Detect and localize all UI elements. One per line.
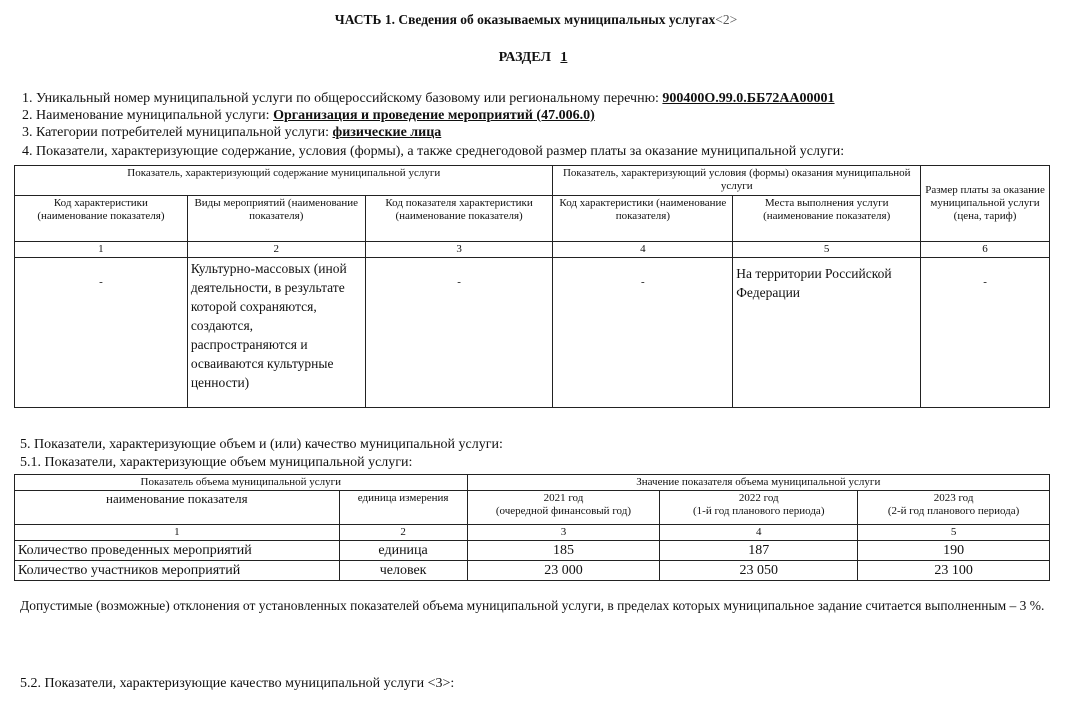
part-title-text: ЧАСТЬ 1. Сведения об оказываемых муниципальных услугах — [334, 12, 716, 27]
t1-num: 1 — [15, 242, 188, 258]
t2-row-v2: 187 — [660, 541, 858, 561]
t1-group-conditions: Показатель, характеризующий условия (формы) оказания муниципальной услуги — [553, 166, 921, 196]
t1-col-fee: Размер платы за оказание муниципальной услуги (цена, тариф) — [921, 166, 1050, 242]
part-title-ref: <2> — [715, 12, 738, 27]
t2-row-v2: 23 050 — [660, 561, 858, 581]
t2-row-v3: 23 100 — [858, 561, 1050, 581]
section-5-2-heading: 5.2. Показатели, характеризующие качество муниципальной услуги <3>: — [20, 676, 455, 691]
t2-num: 2 — [339, 525, 467, 541]
info-line-2-label: 2. Наименование муниципальной услуги: — [22, 108, 274, 123]
t2-row-v1: 23 000 — [467, 561, 660, 581]
info-line-1-value: 900400О.99.0.ББ72АА00001 — [662, 91, 835, 106]
table-row — [15, 541, 1050, 561]
t1-row-c3: - — [365, 258, 553, 408]
table-row — [15, 561, 1050, 581]
t2-year2: 2022 год — [738, 492, 779, 504]
t1-num: 6 — [921, 242, 1050, 258]
info-line-1 — [22, 91, 835, 107]
t1-row-c1: - — [15, 258, 188, 408]
t2-row-unit: единица — [339, 541, 467, 561]
t1-num: 4 — [553, 242, 733, 258]
t1-col-place: Места выполнения услуги (наименование показателя) — [733, 196, 921, 242]
section-heading — [0, 50, 1072, 66]
t2-num: 4 — [660, 525, 858, 541]
t2-year3: 2023 год — [933, 492, 974, 504]
t2-group-indicator: Показатель объема муниципальной услуги — [15, 475, 468, 491]
t2-num: 5 — [858, 525, 1050, 541]
info-line-1-label: 1. Уникальный номер муниципальной услуги по общероссийскому базовому или региональному перечню: — [22, 91, 663, 106]
t2-row-v3: 190 — [858, 541, 1050, 561]
t2-group-value: Значение показателя объема муниципальной услуги — [467, 475, 1049, 491]
t2-year2-sub: (1-й год планового периода) — [693, 505, 825, 517]
part-title — [0, 12, 1072, 28]
section-number: 1 — [560, 50, 568, 65]
section-5-1-heading: 5.1. Показатели, характеризующие объем муниципальной услуги: — [20, 455, 413, 470]
t1-group-content: Показатель, характеризующий содержание муниципальной услуги — [15, 166, 553, 196]
t2-year1-sub: (очередной финансовый год) — [495, 505, 631, 517]
t2-num: 1 — [15, 525, 340, 541]
t1-col-cond-char-code: Код характеристики (наименование показателя) — [553, 196, 733, 242]
t1-num: 2 — [187, 242, 365, 258]
t1-col-activity-types: Виды мероприятий (наименование показателя) — [187, 196, 365, 242]
t2-num: 3 — [467, 525, 660, 541]
info-line-3-label: 3. Категории потребителей муниципальной услуги: — [22, 125, 333, 140]
t1-row-place: На территории Российской Федерации — [733, 258, 921, 408]
t1-row-c4: - — [553, 258, 733, 408]
t1-col-char-code: Код характеристики (наименование показателя) — [15, 196, 188, 242]
deviation-note: Допустимые (возможные) отклонения от установленных показателей объема муниципальной услуги, в пределах которых муниципальное задание считается выполненным – 3 %. — [20, 598, 1045, 613]
t2-col-year2 — [660, 491, 858, 525]
t1-row-c6: - — [921, 258, 1050, 408]
info-line-2 — [22, 108, 595, 124]
t2-row-unit: человек — [339, 561, 467, 581]
t2-row-v1: 185 — [467, 541, 660, 561]
t2-col-year3 — [858, 491, 1050, 525]
t2-row-name: Количество участников мероприятий — [15, 561, 340, 581]
t2-col-unit: единица измерения — [339, 491, 467, 525]
t1-col-indicator-code: Код показателя характеристики (наименование показателя) — [365, 196, 553, 242]
t2-year1: 2021 год — [543, 492, 584, 504]
content-conditions-table — [14, 165, 1050, 408]
info-line-3-value: физические лица — [332, 125, 442, 140]
info-line-3 — [22, 125, 441, 141]
t2-col-name: наименование показателя — [15, 491, 340, 525]
info-line-4: 4. Показатели, характеризующие содержание, условия (формы), а также среднегодовой размер платы за оказание муниципальной услуги: — [22, 144, 845, 159]
t2-col-year1 — [467, 491, 660, 525]
t1-num: 5 — [733, 242, 921, 258]
info-line-2-value: Организация и проведение мероприятий (47.006.0) — [273, 108, 595, 123]
t1-row-activity: Культурно-массовых (иной деятельности, в результате которой сохраняются, создаются, распространяются и осваиваются культурные ценности) — [187, 258, 365, 408]
volume-table — [14, 474, 1050, 581]
section-5-heading: 5. Показатели, характеризующие объем и (или) качество муниципальной услуги: — [20, 437, 503, 452]
t2-row-name: Количество проведенных мероприятий — [15, 541, 340, 561]
section-label: РАЗДЕЛ — [498, 50, 551, 65]
t2-year3-sub: (2-й год планового периода) — [887, 505, 1020, 517]
t1-num: 3 — [365, 242, 553, 258]
